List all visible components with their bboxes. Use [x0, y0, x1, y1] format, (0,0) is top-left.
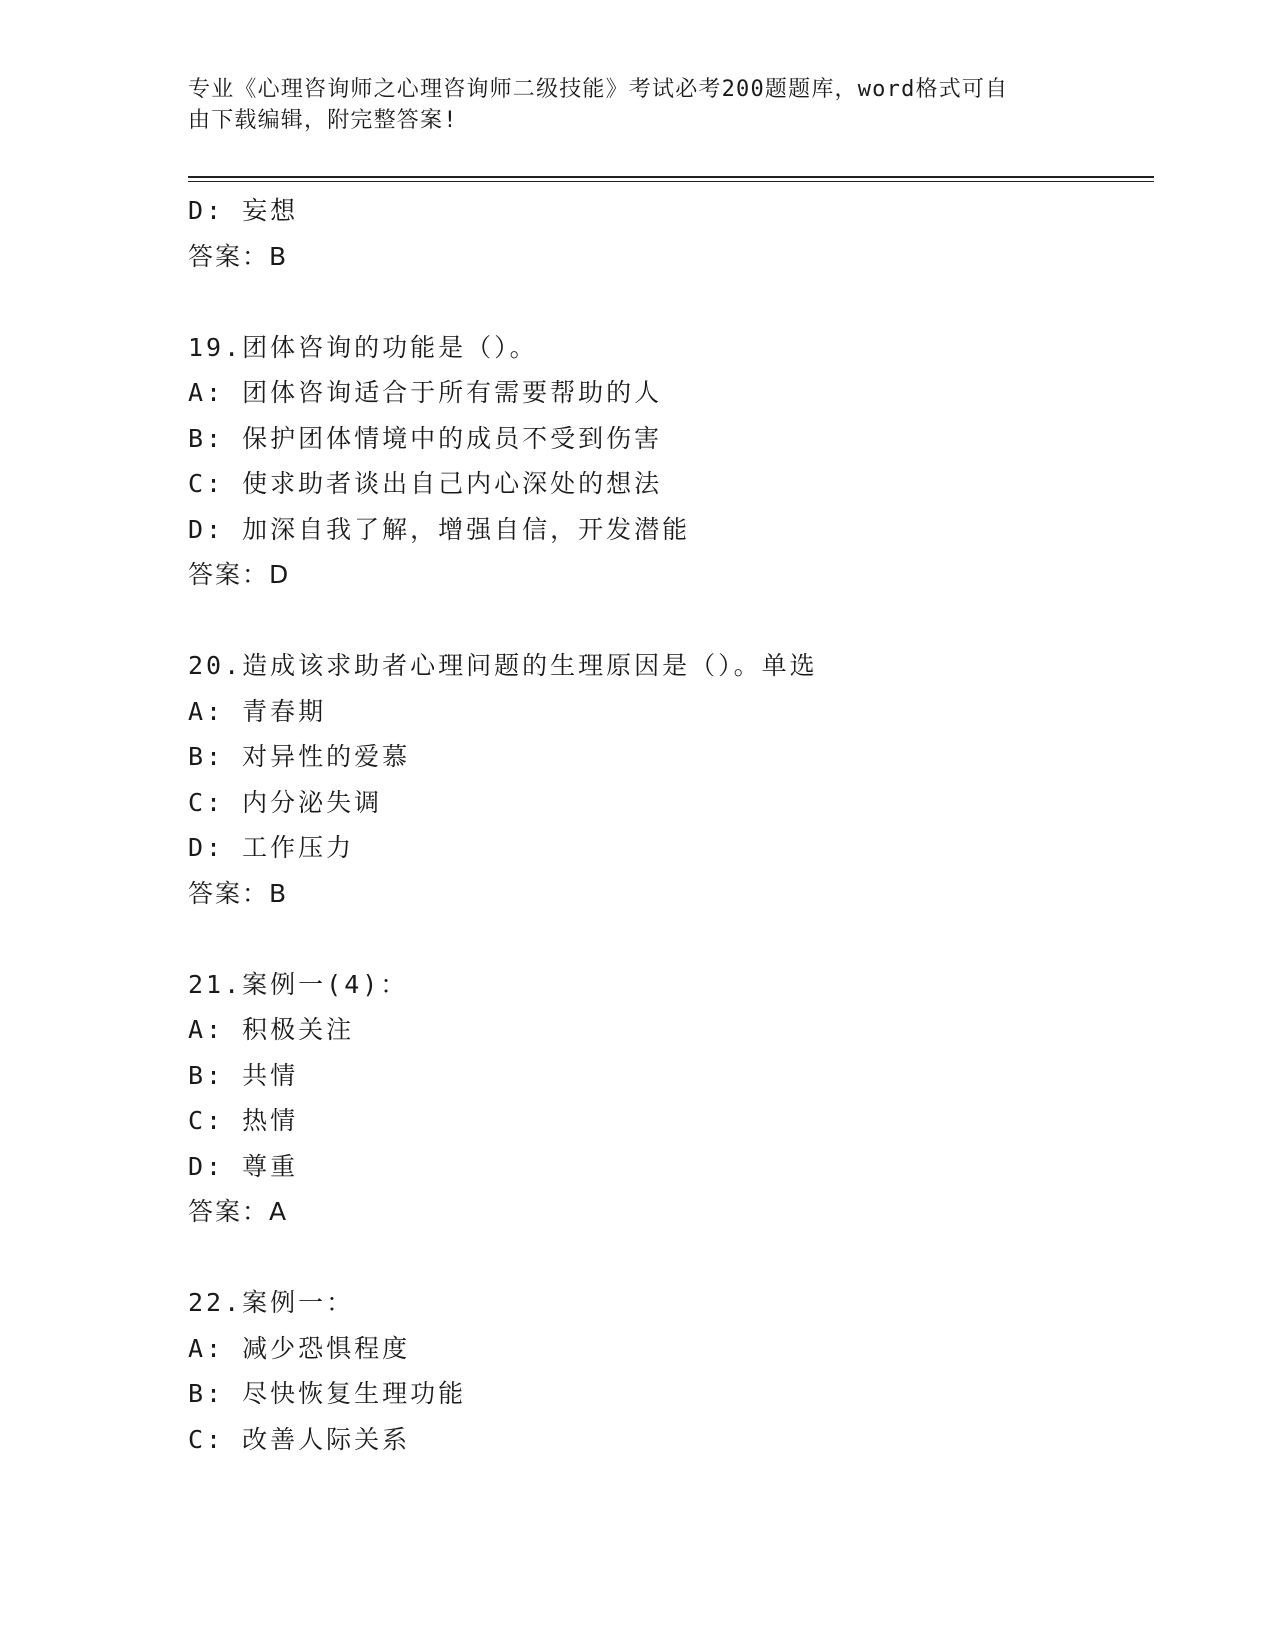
q19-option-b: B: 保护团体情境中的成员不受到伤害 — [188, 423, 663, 453]
document-header — [188, 74, 1068, 136]
q18-option-d: D: 妄想 — [188, 196, 299, 225]
q19-title: 19.团体咨询的功能是（）。 — [188, 332, 538, 362]
q21-option-c: C: 热情 — [188, 1106, 299, 1135]
q20-title: 20.造成该求助者心理问题的生理原因是（）。单选 — [188, 651, 818, 680]
header-line-2: 由下载编辑，附完整答案! — [188, 108, 458, 133]
q21-option-d: D: 尊重 — [188, 1151, 299, 1181]
q22-option-a: A: 减少恐惧程度 — [188, 1333, 411, 1363]
q21-option-b: B: 共情 — [188, 1060, 299, 1090]
q22-option-b: B: 尽快恢复生理功能 — [188, 1379, 467, 1408]
spacer — [188, 1235, 1154, 1281]
q20-option-c: C: 内分泌失调 — [188, 787, 383, 817]
q20-answer: 答案：B — [188, 878, 289, 908]
spacer — [188, 598, 1154, 644]
q19-option-a: A: 团体咨询适合于所有需要帮助的人 — [188, 378, 663, 407]
q19-option-c: C: 使求助者谈出自己内心深处的想法 — [188, 469, 663, 498]
question-list — [188, 188, 1154, 1462]
q20-option-a: A: 青春期 — [188, 696, 327, 726]
q22-option-c: C: 改善人际关系 — [188, 1424, 411, 1454]
spacer — [188, 916, 1154, 962]
spacer — [188, 279, 1154, 325]
q19-answer: 答案：D — [188, 560, 291, 589]
q18-answer: 答案：B — [188, 241, 289, 271]
q21-option-a: A: 积极关注 — [188, 1015, 355, 1044]
q21-answer: 答案：A — [188, 1197, 289, 1226]
header-rule-thick — [188, 176, 1154, 178]
q21-title: 21.案例一(4)： — [188, 969, 409, 999]
header-rule-thin — [188, 181, 1154, 182]
header-line-1: 专业《心理咨询师之心理咨询师二级技能》考试必考200题题库，word格式可自 — [188, 77, 1009, 102]
q22-title: 22.案例一： — [188, 1288, 355, 1317]
q20-option-b: B: 对异性的爱慕 — [188, 742, 411, 771]
q20-option-d: D: 工作压力 — [188, 833, 355, 862]
q19-option-d: D: 加深自我了解，增强自信，开发潜能 — [188, 514, 691, 544]
